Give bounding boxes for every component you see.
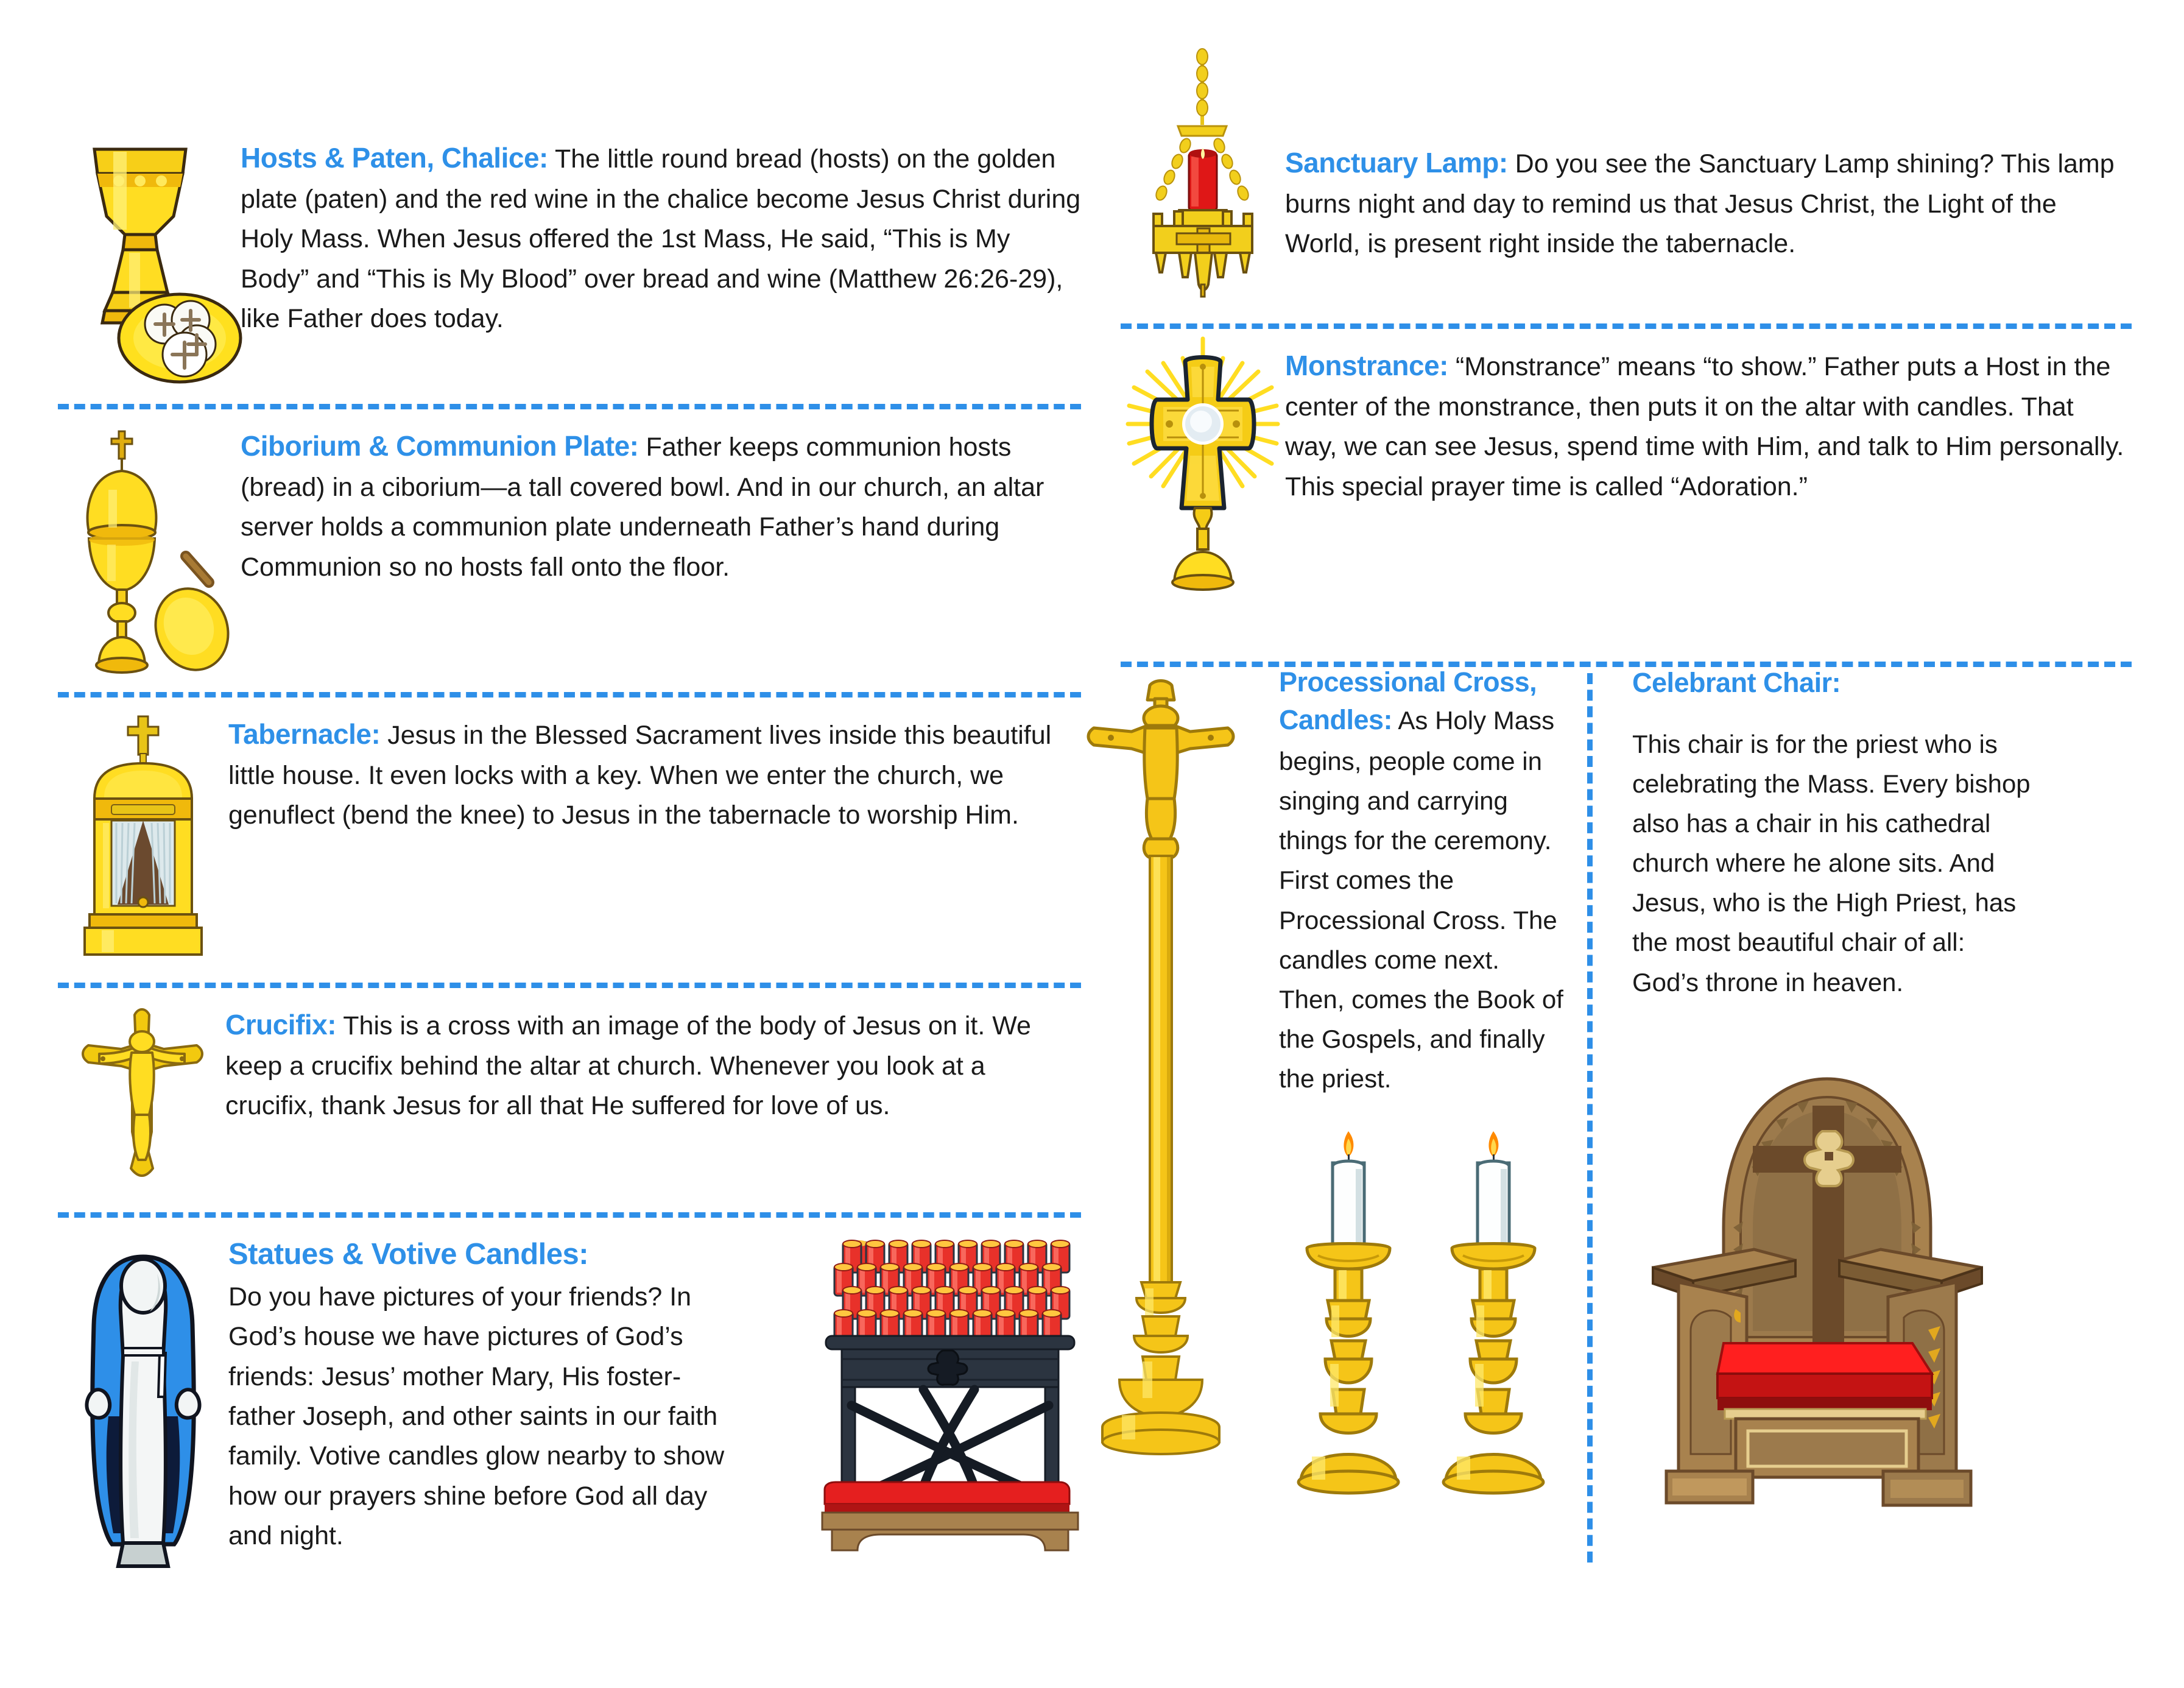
entry-text-monstrance xyxy=(1285,345,2132,507)
celebrant-chair-illustration xyxy=(1632,1045,2010,1526)
section-divider xyxy=(58,404,1081,409)
section-divider xyxy=(58,983,1081,988)
entry-body: The little round bread (hosts) on the golden plate (paten) and the red wine in the chalice become Jesus Christ during Holy Mass. When Jesus offered the 1st Mass, He said, “This is My Body” and “This is My Blood” over bread and wine (Matthew 26:26-29), like Father does today. xyxy=(241,144,1081,333)
entry-heading: Monstrance: xyxy=(1285,350,1448,381)
entry-text-crucifix xyxy=(225,1004,1081,1126)
entry-body: As Holy Mass begins, people come in singing and carrying things for the ceremony. First comes the Processional Cross. The candles come next. Then, comes the Book of the Gospels, and finally the priest. xyxy=(1279,706,1563,1093)
entry-heading: Ciborium & Communion Plate: xyxy=(241,430,639,462)
entry-body: This is a cross with an image of the body of Jesus on it. We keep a crucifix behind the altar at church. Whenever you look at a crucifix, thank Jesus for all that He suffered for love of us. xyxy=(225,1011,1031,1121)
entry-text-processional-cross-candles xyxy=(1279,667,1571,1124)
entry-celebrant-chair xyxy=(1608,667,2034,1617)
entry-heading: Celebrant Chair: xyxy=(1632,667,1841,698)
entry-hosts-paten-chalice xyxy=(58,137,1081,381)
entry-text-sanctuary-lamp xyxy=(1285,46,2132,264)
entry-heading: Sanctuary Lamp: xyxy=(1285,147,1508,178)
chalice-and-paten-illustration xyxy=(58,137,241,381)
entry-text-ciborium-communion-plate xyxy=(241,425,1081,587)
ciborium-and-paten-illustration xyxy=(58,425,241,669)
entry-heading: Crucifix: xyxy=(225,1009,337,1040)
entry-tabernacle xyxy=(58,713,1081,957)
section-divider xyxy=(58,1212,1081,1218)
entry-body: Jesus in the Blessed Sacrament lives inside this beautiful little house. It even locks with a key. When we enter the church, we genuflect (bend the knee) to Jesus in the tabernacle to worship Him. xyxy=(228,721,1052,830)
monstrance-illustration xyxy=(1121,345,1285,588)
sanctuary-lamp-illustration xyxy=(1121,46,1285,302)
entry-monstrance xyxy=(1121,345,2132,588)
entry-heading: Statues & Votive Candles: xyxy=(228,1238,589,1271)
entry-body: This chair is for the priest who is celebrating the Mass. Every bishop also has a chair in his cathedral church where he alone sits. And Jesus, who is the High Priest, has the most beautiful chair of all: God’s throne in heaven. xyxy=(1632,730,2031,997)
votive-candle-stand-illustration xyxy=(819,1229,1081,1552)
candlesticks-illustration xyxy=(1284,1118,1570,1508)
tabernacle-illustration xyxy=(58,713,228,957)
entry-body: Father keeps communion hosts (bread) in a ciborium—a tall covered bowl. And in our church, an altar server holds a communion plate underneath Father’s hand during Communion so no hosts fall onto the floor. xyxy=(241,433,1044,582)
right-column xyxy=(1121,137,2132,588)
section-divider xyxy=(1121,323,2132,329)
entry-crucifix xyxy=(58,1004,1081,1187)
entry-sanctuary-lamp xyxy=(1121,46,2132,302)
entry-heading: Hosts & Paten, Chalice: xyxy=(241,142,548,174)
entry-text-celebrant-chair xyxy=(1632,667,2034,1028)
section-divider xyxy=(58,692,1081,697)
entry-heading: Tabernacle: xyxy=(228,718,381,750)
entry-heading-line1: Processional Cross, xyxy=(1279,666,1537,697)
entry-body: Do you have pictures of your friends? In God’s house we have pictures of God’s friends: Jesus’ mother Mary, His foster-father Joseph, and other saints in our faith family. Votive candles glow nearby to show how our prayers shine before God all day and night. xyxy=(228,1282,725,1551)
crucifix-illustration xyxy=(58,1004,225,1187)
entry-processional-cross-candles xyxy=(1121,667,1596,1617)
entry-text-hosts-paten-chalice xyxy=(241,137,1081,339)
entry-text-tabernacle xyxy=(228,713,1081,836)
entry-ciborium-communion-plate xyxy=(58,425,1081,669)
mary-statue-illustration xyxy=(58,1234,228,1575)
bottom-right-area xyxy=(1121,667,2156,1630)
entry-heading-line2: Candles: xyxy=(1279,704,1393,736)
section-divider xyxy=(1121,662,2132,667)
entry-statues-votive-candles xyxy=(58,1234,1081,1575)
left-column xyxy=(58,137,1081,1575)
entry-text-statues-votive-candles xyxy=(228,1234,813,1556)
entry-body: Do you see the Sanctuary Lamp shining? This lamp burns night and day to remind us that Jesus Christ, the Light of the World, is present right inside the tabernacle. xyxy=(1285,149,2115,259)
entry-body: “Monstrance” means “to show.” Father puts a Host in the center of the monstrance, then puts it on the altar with candles. That way, we can see Jesus, spend time with Him, and talk to Him personally. This special prayer time is called “Adoration.” xyxy=(1285,352,2124,501)
